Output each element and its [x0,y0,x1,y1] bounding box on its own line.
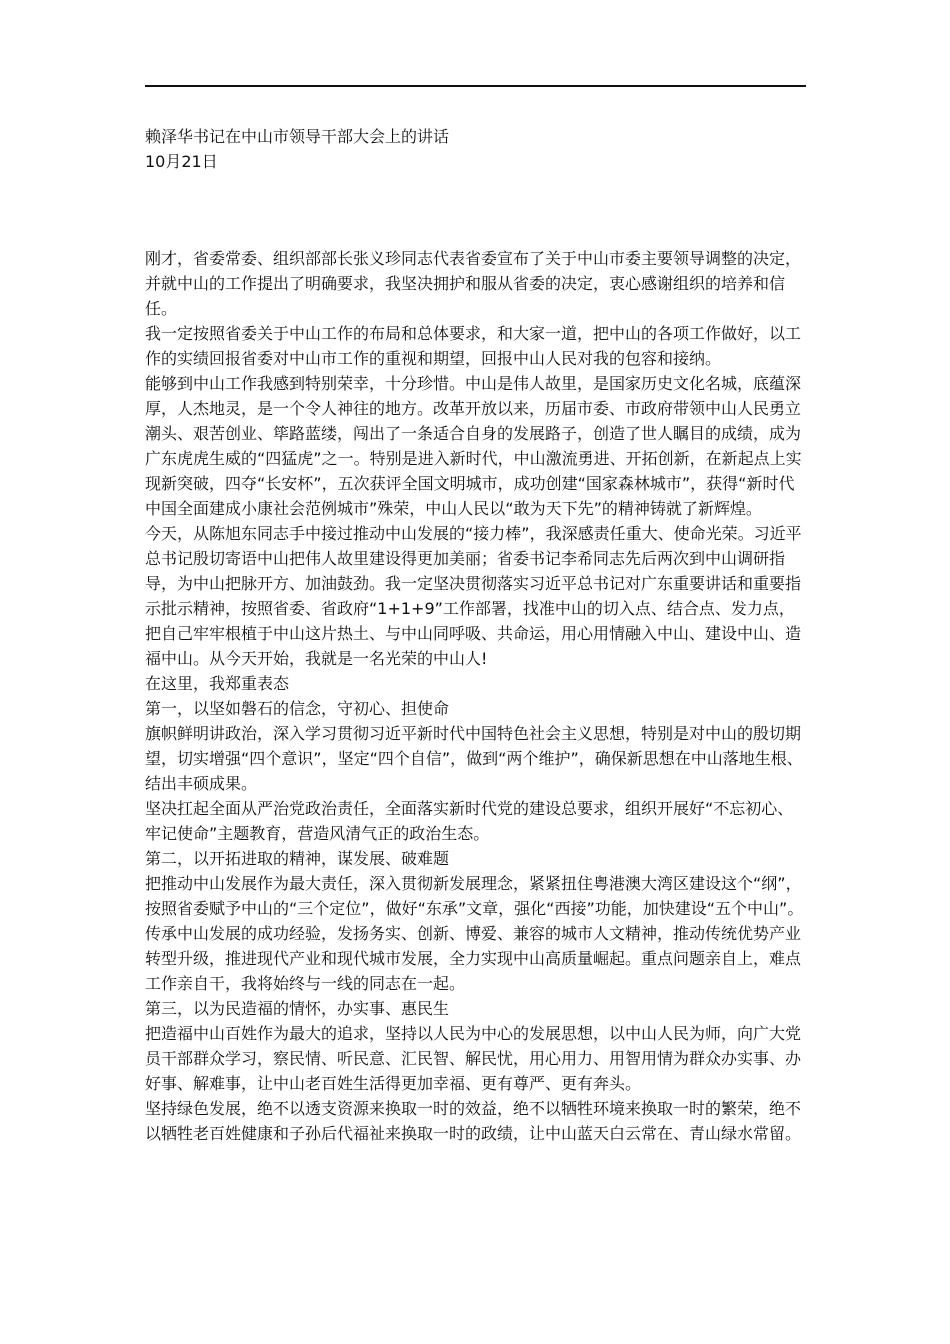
document-date: 10月21日 [145,152,218,171]
paragraph: 旗帜鲜明讲政治，深入学习贯彻习近平新时代中国特色社会主义思想，特别是对中山的殷切期望，切实增强“四个意识”，坚定“四个自信”，做到“两个维护”，确保新思想在中山落地生根、结出丰硕成果。 [145,724,803,793]
paragraph: 把推动中山发展作为最大责任，深入贯彻新发展理念，紧紧扭住粤港澳大湾区建设这个“纲”，按照省委赋予中山的“三个定位”，做好“东承”文章，强化“西接”功能，加快建设“五个中山”。 [145,874,804,918]
paragraph: 我一定按照省委关于中山工作的布局和总体要求，和大家一道，把中山的各项工作做好，以工作的实绩回报省委对中山市工作的重视和期望，回报中山人民对我的包容和接纳。 [145,324,802,368]
document-title: 赖泽华书记在中山市领导干部大会上的讲话 [145,127,450,146]
section-heading: 第三，以为民造福的情怀，办实事、惠民生 [145,999,450,1018]
paragraph: 传承中山发展的成功经验，发扬务实、创新、博爱、兼容的城市人文精神，推动传统优势产业转型升级，推进现代产业和现代城市发展，全力实现中山高质量崛起。重点问题亲自上，难点工作亲自干，我将始终与一线的同志在一起。 [145,924,802,993]
section-heading: 第一，以坚如磐石的信念，守初心、担使命 [145,699,450,718]
paragraph: 把造福中山百姓作为最大的追求，坚持以人民为中心的发展思想，以中山人民为师，向广大党员干部群众学习，察民情、听民意、汇民智、解民忧，用心用力、用智用情为群众办实事、办好事、解难事，让中山老百姓生活得更加幸福、更有尊严、更有奔头。 [145,1024,802,1093]
paragraph: 刚才，省委常委、组织部部长张义珍同志代表省委宣布了关于中山市委主要领导调整的决定，并就中山的工作提出了明确要求，我坚决拥护和服从省委的决定，衷心感谢组织的培养和信任。 [145,249,802,318]
paragraph: 坚决扛起全面从严治党政治责任，全面落实新时代党的建设总要求，组织开展好“不忘初心、牢记使命”主题教育，营造风清气正的政治生态。 [145,799,794,843]
paragraph: 坚持绿色发展，绝不以透支资源来换取一时的效益，绝不以牺牲环境来换取一时的繁荣，绝不以牺牲老百姓健康和子孙后代福祉来换取一时的政绩，让中山蓝天白云常在、青山绿水常留。 [145,1099,802,1143]
section-intro: 在这里，我郑重表态 [145,674,290,693]
section-heading: 第二，以开拓进取的精神，谋发展、破难题 [145,849,450,868]
paragraph: 今天，从陈旭东同志手中接过推动中山发展的“接力棒”，我深感责任重大、使命光荣。习近平总书记殷切寄语中山把伟人故里建设得更加美丽；省委书记李希同志先后两次到中山调研指导，为中山把脉开方、加油鼓劲。我一定坚决贯彻落实习近平总书记对广东重要讲话和重要指示批示精神，按照省委、省政府“1+1+9”工作部署，找准中山的切入点、结合点、发力点，把自己牢牢根植于中山这片热土、与中山同呼吸、共命运，用心用情融入中山、建设中山、造福中山。从今天开始，我就是一名光荣的中山人! [145,524,802,668]
document-body [145,246,806,1146]
paragraph: 能够到中山工作我感到特别荣幸，十分珍惜。中山是伟人故里，是国家历史文化名城，底蕴深厚，人杰地灵，是一个令人神往的地方。改革开放以来，历届市委、市政府带领中山人民勇立潮头、艰苦创业、筚路蓝缕，闯出了一条适合自身的发展路子，创造了世人瞩目的成绩，成为广东虎虎生威的“四猛虎”之一。特别是进入新时代，中山激流勇进、开拓创新，在新起点上实现新突破，四夺“长安杯”，五次获评全国文明城市，成功创建“国家森林城市”，获得“新时代中国全面建成小康社会范例城市”殊荣，中山人民以“敢为天下先”的精神铸就了新辉煌。 [145,374,802,518]
document-header [145,124,806,174]
header-rule [145,85,806,87]
